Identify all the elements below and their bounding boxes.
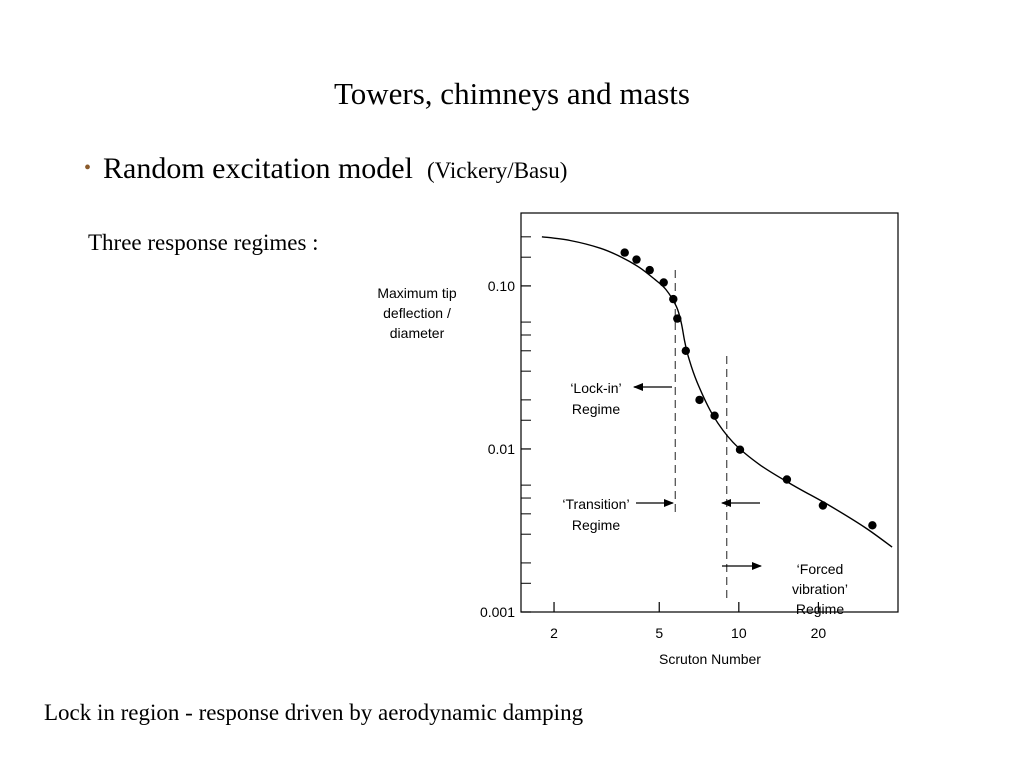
footer-text: Lock in region - response driven by aerodynamic damping (44, 700, 584, 725)
data-point (736, 446, 744, 454)
x-tick-label: 5 (655, 625, 664, 641)
x-tick-label: 2 (550, 625, 558, 641)
y-tick-label: 0.10 (487, 277, 515, 294)
data-point (646, 266, 654, 274)
data-point (819, 501, 827, 509)
data-point (660, 278, 668, 286)
bullet-main-text: Random excitation model (103, 152, 413, 185)
data-point (682, 347, 690, 355)
lock-in-label-line-2: Regime (571, 401, 621, 417)
y-tick-label: 0.01 (487, 440, 515, 457)
x-axis-label: Scruton Number (659, 651, 761, 667)
bullet-dot-icon: • (84, 157, 92, 179)
transition-label-line-1: ‘Transition’ (562, 496, 630, 512)
regimes-text: Three response regimes : (88, 230, 319, 255)
forced-label-line-3: Regime (795, 601, 845, 617)
x-tick-label: 20 (810, 625, 827, 641)
data-point (669, 295, 677, 303)
slide-title: Towers, chimneys and masts (334, 76, 690, 111)
data-point (710, 412, 718, 420)
data-point (621, 248, 629, 256)
bullet-sub-text: (Vickery/Basu) (426, 158, 568, 183)
forced-label-line-1: ‘Forced (796, 561, 844, 577)
y-tick-label: 0.001 (479, 604, 515, 620)
data-point (673, 314, 681, 322)
y-axis-label-line-2: deflection / (383, 305, 451, 321)
y-axis-label-line-1: Maximum tip (377, 285, 457, 301)
x-tick-label: 10 (731, 625, 747, 641)
transition-label-line-2: Regime (571, 517, 621, 533)
y-axis-label-line-3: diameter (389, 325, 445, 341)
forced-label-line-2: vibration’ (791, 581, 849, 597)
data-point (695, 396, 703, 404)
lock-in-label-line-1: ‘Lock-in’ (570, 380, 622, 396)
data-point (868, 521, 876, 529)
data-point (783, 475, 791, 483)
data-point (632, 255, 640, 263)
